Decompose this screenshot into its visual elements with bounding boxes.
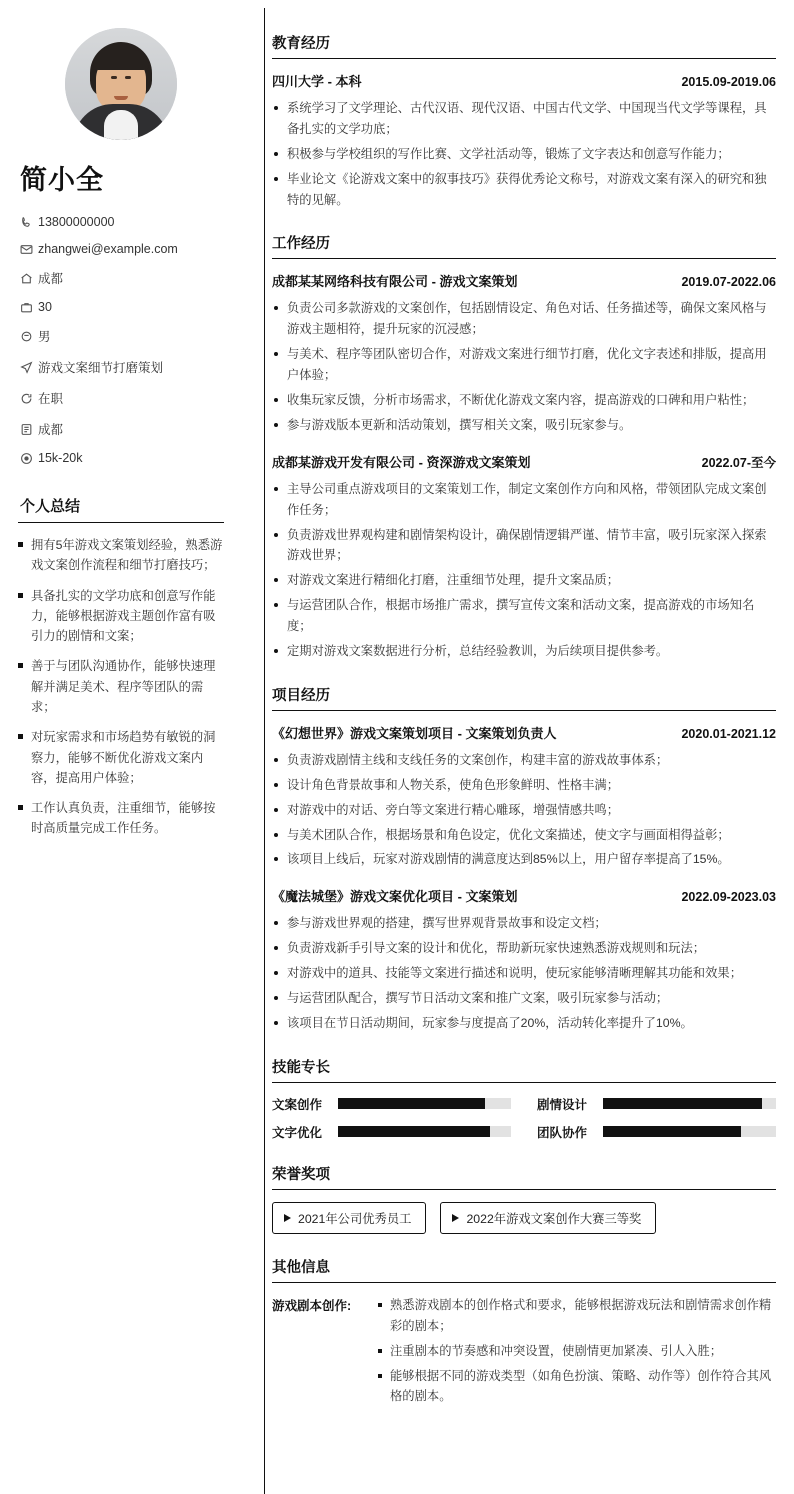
list-item: 参与游戏版本更新和活动策划，撰写相关文案，吸引玩家参与。 <box>272 415 776 436</box>
skill-label: 团队协作 <box>537 1125 588 1140</box>
skill-bar <box>338 1126 511 1137</box>
work-entry <box>272 271 776 435</box>
section-title: 荣誉奖项 <box>272 1166 330 1183</box>
list-item: 能够根据不同的游戏类型（如角色扮演、策略、动作等）创作符合其风格的剧本。 <box>376 1366 776 1408</box>
triangle-icon <box>284 1214 291 1222</box>
project-entry <box>272 723 776 870</box>
contact-item-home <box>20 269 224 287</box>
skills-grid <box>272 1095 776 1141</box>
location-icon <box>20 423 38 436</box>
entry-bullets <box>272 298 776 435</box>
list-item: 对游戏中的道具、技能等文案进行描述和说明，使玩家能够清晰理解其功能和效果； <box>272 963 776 984</box>
skill-item <box>537 1095 776 1113</box>
section-rule <box>272 710 776 711</box>
award-label: 2021年公司优秀员工 <box>298 1211 412 1226</box>
summary-list <box>18 535 224 839</box>
email-icon <box>20 243 38 256</box>
section-work <box>272 232 776 661</box>
list-item: 毕业论文《论游戏文案中的叙事技巧》获得优秀论文称号，对游戏文案有深入的研究和独特的见解。 <box>272 169 776 211</box>
status-icon <box>20 392 38 405</box>
entry-header <box>272 886 776 905</box>
section-title: 技能专长 <box>272 1059 330 1076</box>
section-rule <box>272 1082 776 1083</box>
entry-header <box>272 271 776 290</box>
entry-bullets <box>272 479 776 662</box>
list-item: 注重剧本的节奏感和冲突设置，使剧情更加紧凑、引人入胜； <box>376 1341 776 1362</box>
entry-date: 2015.09-2019.06 <box>681 75 776 89</box>
skill-fill <box>603 1098 762 1109</box>
phone-icon <box>20 216 38 229</box>
summary-rule <box>18 522 224 523</box>
contact-value: 30 <box>38 300 52 314</box>
summary-section-title: 个人总结 <box>20 498 81 515</box>
list-item: 与美术团队合作，根据场景和角色设定，优化文案描述，使文字与画面相得益彰； <box>272 825 776 846</box>
entry-bullets <box>272 913 776 1033</box>
list-item: 善于与团队沟通协作，能够快速理解并满足美术、程序等团队的需求； <box>18 656 224 717</box>
contact-value: 游戏文案细节打磨策划 <box>38 361 164 375</box>
section-other <box>272 1256 776 1411</box>
home-icon <box>20 272 38 285</box>
other-row <box>272 1295 776 1411</box>
entry-date: 2022.09-2023.03 <box>681 890 776 905</box>
entry-header <box>272 452 776 471</box>
skill-fill <box>603 1126 741 1137</box>
list-item: 参与游戏世界观的搭建，撰写世界观背景故事和设定文档； <box>272 913 776 934</box>
entry-bullets <box>272 750 776 870</box>
section-skills <box>272 1056 776 1141</box>
list-item: 主导公司重点游戏项目的文案策划工作，制定文案创作方向和风格，带领团队完成文案创作任务； <box>272 479 776 521</box>
contact-value: 成都 <box>38 423 64 437</box>
entry-date: 2022.07-至今 <box>701 455 776 470</box>
list-item: 负责游戏世界观构建和剧情架构设计，确保剧情逻辑严谨、情节丰富，吸引玩家深入探索游戏世界； <box>272 525 776 567</box>
section-rule <box>272 1282 776 1283</box>
contact-value: 13800000000 <box>38 215 115 229</box>
contact-item-location <box>20 420 224 438</box>
avatar <box>65 28 177 140</box>
contact-item-age <box>20 300 224 314</box>
contact-value: 成都 <box>38 272 64 286</box>
list-item: 积极参与学校组织的写作比赛、文学社活动等，锻炼了文字表达和创意写作能力； <box>272 144 776 165</box>
list-item: 与运营团队合作，根据市场推广需求，撰写宣传文案和活动文案，提高游戏的市场知名度； <box>272 595 776 637</box>
contact-value: zhangwei@example.com <box>38 242 178 256</box>
skill-item <box>537 1123 776 1141</box>
contact-item-email <box>20 242 224 256</box>
list-item: 该项目上线后，玩家对游戏剧情的满意度达到85%以上，用户留存率提高了15%。 <box>272 849 776 870</box>
entry-title: 成都某某网络科技有限公司 - 游戏文案策划 <box>272 274 518 290</box>
left-sidebar <box>18 14 246 1494</box>
list-item: 负责游戏新手引导文案的设计和优化，帮助新玩家快速熟悉游戏规则和玩法； <box>272 938 776 959</box>
award-label: 2022年游戏文案创作大赛三等奖 <box>466 1211 642 1226</box>
skill-item <box>272 1095 511 1113</box>
section-projects <box>272 684 776 1034</box>
section-awards <box>272 1163 776 1234</box>
award-badge <box>440 1202 656 1234</box>
section-education <box>272 32 776 210</box>
entry-title: 四川大学 - 本科 <box>272 74 362 89</box>
gender-icon <box>20 330 38 343</box>
contact-value: 男 <box>38 330 51 344</box>
other-label: 游戏剧本创作: <box>272 1298 352 1313</box>
list-item: 定期对游戏文案数据进行分析，总结经验教训，为后续项目提供参考。 <box>272 641 776 662</box>
entry-date: 2019.07-2022.06 <box>681 275 776 290</box>
list-item: 与美术、程序等团队密切合作，对游戏文案进行细节打磨，优化文字表述和排版，提高用户体验； <box>272 344 776 386</box>
skill-label: 剧情设计 <box>537 1097 588 1112</box>
list-item: 拥有5年游戏文案策划经验，熟悉游戏文案创作流程和细节打磨技巧； <box>18 535 224 576</box>
section-rule <box>272 58 776 59</box>
entry-title: 《幻想世界》游戏文案策划项目 - 文案策划负责人 <box>272 725 557 741</box>
other-body <box>376 1295 776 1411</box>
briefcase-icon <box>20 301 38 314</box>
contact-value: 15k-20k <box>38 451 83 465</box>
entry-title: 成都某游戏开发有限公司 - 资深游戏文案策划 <box>272 454 531 470</box>
skill-bar <box>603 1098 776 1109</box>
list-item: 设计角色背景故事和人物关系，使角色形象鲜明、性格丰满； <box>272 775 776 796</box>
list-item: 与运营团队配合，撰写节日活动文案和推广文案，吸引玩家参与活动； <box>272 988 776 1009</box>
skill-fill <box>338 1126 490 1137</box>
contact-item-gender <box>20 327 224 345</box>
salary-icon <box>20 452 38 465</box>
work-entry <box>272 452 776 662</box>
contact-item-phone <box>20 215 224 229</box>
skill-bar <box>338 1098 511 1109</box>
page-title: 简小全 <box>20 165 104 195</box>
list-item: 具备扎实的文学功底和创意写作能力，能够根据游戏主题创作富有吸引力的剧情和文案； <box>18 586 224 647</box>
skill-label: 文案创作 <box>272 1097 323 1112</box>
list-item: 对游戏文案进行精细化打磨，注重细节处理，提升文案品质； <box>272 570 776 591</box>
skill-fill <box>338 1098 485 1109</box>
section-title: 项目经历 <box>272 687 330 704</box>
skill-item <box>272 1123 511 1141</box>
section-title: 其他信息 <box>272 1259 330 1276</box>
list-item: 对玩家需求和市场趋势有敏锐的洞察力，能够不断优化游戏文案内容，提高用户体验； <box>18 727 224 788</box>
contact-item-status <box>20 389 224 407</box>
contact-list <box>20 215 224 465</box>
section-rule <box>272 1189 776 1190</box>
project-entry <box>272 886 776 1033</box>
section-title: 教育经历 <box>272 36 330 52</box>
contact-item-salary <box>20 451 224 465</box>
list-item: 熟悉游戏剧本的创作格式和要求，能够根据游戏玩法和剧情需求创作精彩的剧本； <box>376 1295 776 1337</box>
list-item: 负责公司多款游戏的文案创作，包括剧情设定、角色对话、任务描述等，确保文案风格与游戏主题相符，提升玩家的沉浸感； <box>272 298 776 340</box>
education-entry <box>272 71 776 210</box>
target-icon <box>20 361 38 374</box>
list-item: 对游戏中的对话、旁白等文案进行精心雕琢，增强情感共鸣； <box>272 800 776 821</box>
entry-title: 《魔法城堡》游戏文案优化项目 - 文案策划 <box>272 889 518 905</box>
entry-header <box>272 723 776 742</box>
skill-label: 文字优化 <box>272 1125 323 1140</box>
list-item: 负责游戏剧情主线和支线任务的文案创作，构建丰富的游戏故事体系； <box>272 750 776 771</box>
skill-bar <box>603 1126 776 1137</box>
column-divider <box>264 8 265 1494</box>
list-item: 工作认真负责，注重细节，能够按时高质量完成工作任务。 <box>18 798 224 839</box>
list-item: 系统学习了文学理论、古代汉语、现代汉语、中国古代文学、中国现当代文学等课程，具备扎实的文学功底； <box>272 98 776 140</box>
section-rule <box>272 258 776 259</box>
list-item: 收集玩家反馈，分析市场需求，不断优化游戏文案内容，提高游戏的口碑和用户粘性； <box>272 390 776 411</box>
avatar-container <box>18 28 224 140</box>
entry-header <box>272 71 776 90</box>
entry-bullets <box>272 98 776 210</box>
award-badge <box>272 1202 426 1234</box>
list-item: 该项目在节日活动期间，玩家参与度提高了20%，活动转化率提升了10%。 <box>272 1013 776 1034</box>
section-title: 工作经历 <box>272 236 330 253</box>
contact-value: 在职 <box>38 392 64 406</box>
awards-list <box>272 1202 776 1234</box>
entry-date: 2020.01-2021.12 <box>681 726 776 741</box>
contact-item-position <box>20 358 224 376</box>
triangle-icon <box>452 1214 459 1222</box>
main-content <box>246 14 776 1494</box>
